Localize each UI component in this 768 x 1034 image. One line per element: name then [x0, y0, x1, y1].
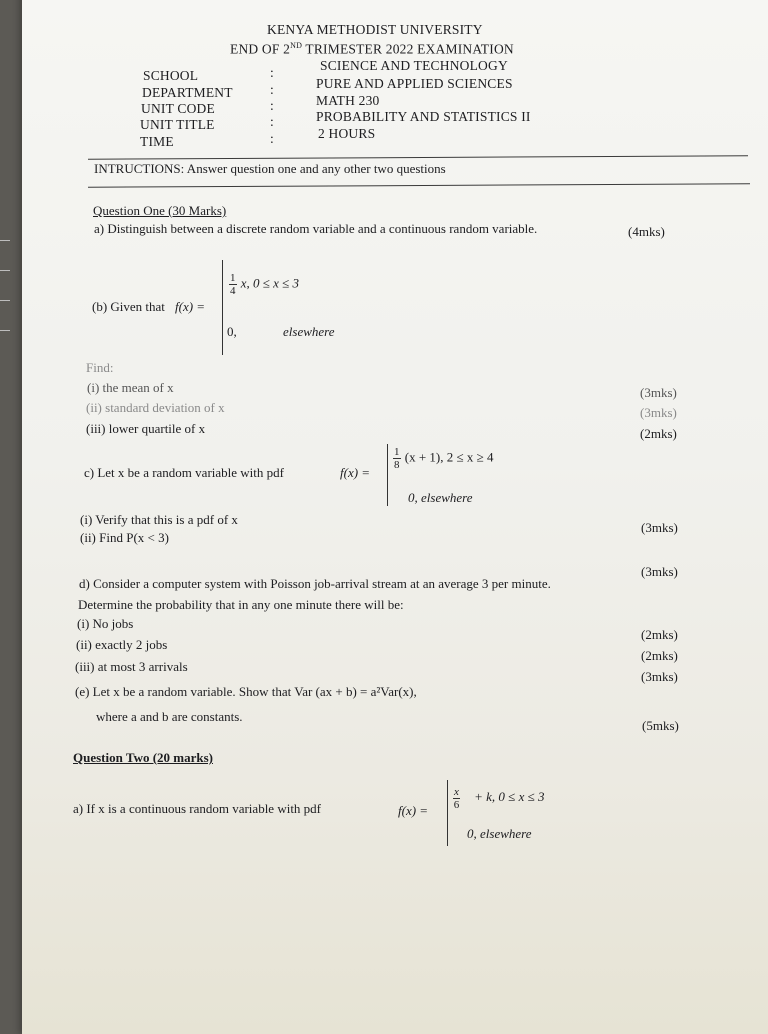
q1-b-frac-num: 1 [230, 272, 236, 284]
field-label-unit-title: UNIT TITLE [140, 117, 215, 132]
q1-c-fraction [393, 446, 401, 471]
q1-d-i-marks: (2mks) [641, 627, 678, 642]
field-value-time: 2 HOURS [318, 126, 376, 141]
q1-b-case1-text: x, 0 ≤ x ≤ 3 [240, 275, 300, 291]
field-colon: : [270, 65, 274, 80]
field-label-time: TIME [140, 134, 174, 149]
margin-mark [0, 300, 10, 301]
q1-d-iii: (iii) at most 3 arrivals [75, 659, 188, 674]
margin-mark [0, 240, 10, 241]
field-colon: : [270, 131, 274, 146]
q1-c-ii-marks: (3mks) [641, 564, 678, 579]
field-colon: : [270, 82, 274, 97]
q1-b-frac-den: 4 [230, 285, 236, 297]
q1-c-case1-text: (x + 1), 2 ≤ x ≥ 4 [404, 449, 494, 465]
q1-d-iii-marks: (3mks) [641, 669, 678, 684]
university-name: KENYA METHODIST UNIVERSITY [267, 22, 483, 37]
field-colon: : [270, 114, 274, 129]
q1-c-frac-num: 1 [394, 446, 400, 458]
q1-b-case2-condition: elsewhere [283, 324, 335, 339]
q1-c-case2: 0, elsewhere [408, 490, 473, 505]
exam-title-prefix: END OF 2 [230, 41, 291, 57]
question-one-title: Question One (30 Marks) [93, 203, 227, 218]
field-value-unit-title: PROBABILITY AND STATISTICS II [316, 109, 531, 124]
q1-b-lead: (b) Given that [92, 299, 165, 314]
field-label-department: DEPARTMENT [142, 85, 233, 100]
field-value-school: SCIENCE AND TECHNOLOGY [320, 58, 508, 73]
margin-mark [0, 330, 10, 331]
field-value-unit-code: MATH 230 [316, 93, 380, 108]
q1-b-ii-marks: (3mks) [640, 405, 677, 420]
q1-c-frac-den: 8 [394, 459, 400, 471]
q2-a-frac-num: x [454, 786, 459, 798]
q2-a-case1 [452, 786, 544, 811]
q1-a-marks: (4mks) [628, 224, 665, 239]
q1-d-line2: Determine the probability that in any one minute there will be: [78, 597, 404, 612]
q1-c-lead: c) Let x be a random variable with pdf [84, 465, 284, 480]
q1-d-i: (i) No jobs [77, 616, 134, 631]
q1-c-case1 [392, 446, 494, 471]
field-label-unit-code: UNIT CODE [141, 101, 215, 116]
q1-d-line1: d) Consider a computer system with Poisson job-arrival stream at an average 3 per minute. [79, 576, 551, 591]
q2-a-brace [447, 780, 448, 846]
q1-c-i: (i) Verify that this is a pdf of x [80, 512, 238, 527]
instructions: INTRUCTIONS: Answer question one and any other two questions [94, 161, 446, 176]
q2-a-lead: a) If x is a continuous random variable with pdf [73, 801, 322, 816]
q1-b-fraction [229, 272, 237, 297]
q1-c-fx: f(x) = [340, 465, 371, 480]
q1-b-brace [222, 260, 223, 355]
exam-title-sup: ND [290, 41, 303, 50]
q1-part-a: a) Distinguish between a discrete random variable and a continuous random variable. [94, 221, 538, 236]
exam-title [230, 41, 514, 58]
q1-e-line2: where a and b are constants. [96, 709, 243, 724]
q1-c-i-marks: (3mks) [641, 520, 678, 535]
field-label-school: SCHOOL [143, 68, 199, 83]
q2-a-fx: f(x) = [398, 803, 429, 818]
q1-e-line1: (e) Let x be a random variable. Show that Var (ax + b) = a²Var(x), [75, 684, 417, 699]
q1-b-iii-marks: (2mks) [640, 426, 677, 441]
q2-a-frac-den: 6 [453, 799, 460, 811]
field-colon: : [270, 98, 274, 113]
q1-d-ii: (ii) exactly 2 jobs [76, 637, 168, 652]
exam-title-suffix: TRIMESTER 2022 EXAMINATION [302, 41, 514, 57]
q2-a-fraction [453, 786, 460, 811]
q1-b-iii: (iii) lower quartile of x [86, 421, 206, 436]
q1-b-ii: (ii) standard deviation of x [86, 400, 225, 415]
q1-d-ii-marks: (2mks) [641, 648, 678, 663]
q2-a-case1-text: + k, 0 ≤ x ≤ 3 [474, 789, 545, 805]
margin-mark [0, 270, 10, 271]
q1-b-case2-value: 0, [227, 324, 237, 339]
q1-b-i: (i) the mean of x [87, 380, 174, 395]
q1-b-case1 [228, 272, 299, 297]
q1-e-marks: (5mks) [642, 718, 679, 733]
field-value-department: PURE AND APPLIED SCIENCES [316, 76, 513, 91]
q1-find: Find: [86, 360, 114, 375]
q2-a-case2: 0, elsewhere [467, 826, 532, 841]
q1-c-brace [387, 444, 388, 506]
q1-b-i-marks: (3mks) [640, 385, 677, 400]
q1-c-ii: (ii) Find P(x < 3) [80, 530, 169, 545]
question-two-title: Question Two (20 marks) [73, 750, 213, 765]
q1-b-fx: f(x) = [175, 299, 206, 314]
